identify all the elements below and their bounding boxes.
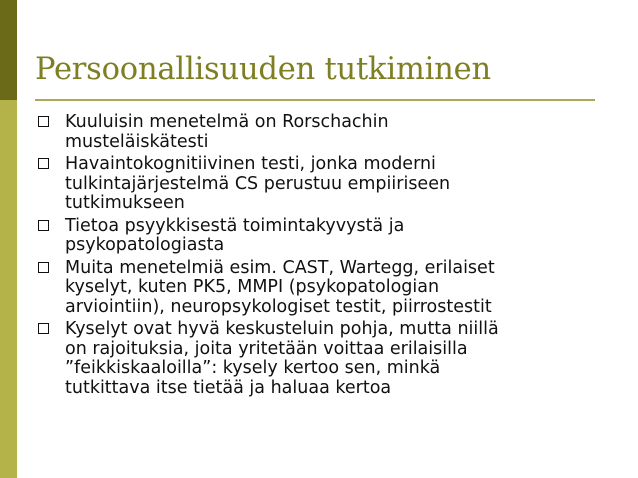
title-divider (35, 99, 595, 101)
bullet-item (36, 320, 616, 398)
bullet-text-line: Havaintokognitiivinen testi, jonka moderni (65, 154, 436, 174)
bullet-item (36, 155, 616, 214)
bullet-text-line: psykopatologiasta (65, 235, 225, 255)
bullet-item (36, 259, 616, 318)
bullet-text-line: tulkintajärjestelmä CS perustuu empiiriseen (65, 173, 451, 194)
decorative-side-bar-dark (0, 0, 17, 100)
bullet-text-line: Tietoa psyykkisestä toimintakyvystä ja (65, 215, 405, 236)
bullet-text-line: Kuuluisin menetelmä on Rorschachin (65, 112, 389, 132)
bullet-text-line: musteläiskätesti (65, 131, 209, 152)
slide-title: Persoonallisuuden tutkiminen (35, 52, 491, 87)
bullet-item (36, 217, 616, 256)
square-bullet-icon (38, 158, 49, 169)
bullet-item (36, 113, 616, 152)
square-bullet-icon (38, 323, 49, 334)
bullet-text-line: Kyselyt ovat hyvä keskusteluin pohja, mutta niillä (65, 319, 499, 339)
bullet-list (36, 113, 616, 401)
bullet-text-line: tutkittava itse tietää ja haluaa kertoa (65, 377, 392, 398)
bullet-text-line: on rajoituksia, joita yritetään voittaa erilaisilla (65, 338, 468, 359)
decorative-side-bar-light (0, 100, 17, 478)
bullet-text-line: kyselyt, kuten PK5, MMPI (psykopatologian (65, 277, 440, 297)
square-bullet-icon (38, 220, 49, 231)
bullet-text-line: Muita menetelmiä esim. CAST, Wartegg, erilaiset (65, 257, 495, 278)
square-bullet-icon (38, 116, 49, 127)
bullet-text-line: ”feikkiskaaloilla”: kysely kertoo sen, minkä (65, 358, 441, 378)
square-bullet-icon (38, 262, 49, 273)
bullet-text-line: arviointiin), neuropsykologiset testit, piirrostestit (65, 296, 492, 317)
bullet-text-line: tutkimukseen (65, 193, 185, 213)
